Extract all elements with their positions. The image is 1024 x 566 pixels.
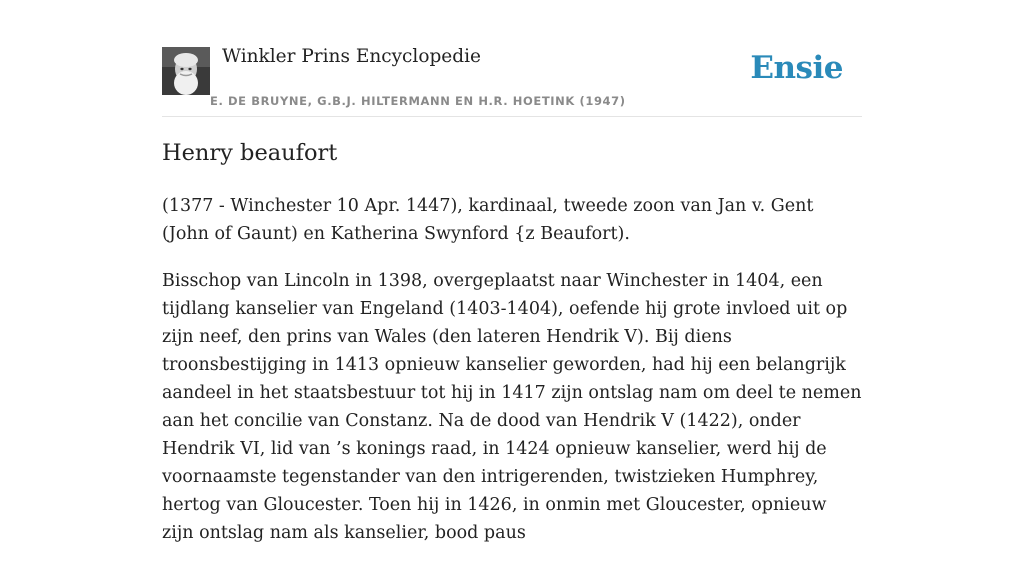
author-avatar[interactable]: [162, 47, 210, 95]
source-authors: E. DE BRUYNE, G.B.J. HILTERMANN EN H.R. HOETINK (1947): [210, 94, 626, 108]
article-title: Henry beaufort: [162, 140, 338, 166]
article-body: [162, 192, 862, 566]
ensie-logo[interactable]: Ensie: [750, 50, 843, 86]
article-header: [162, 40, 862, 117]
source-title[interactable]: Winkler Prins Encyclopedie: [222, 46, 481, 67]
article-paragraph-intro: (1377 - Winchester 10 Apr. 1447), kardinaal, tweede zoon van Jan v. Gent (John of Gaunt) en Katherina Swynford {z Beaufort).: [162, 196, 814, 244]
article-paragraph-main: Bisschop van Lincoln in 1398, overgeplaatst naar Winchester in 1404, een tijdlang kanselier van Engeland (1403-1404), oefende hij grote invloed uit op zijn neef, den prins van Wales (den lateren Hendrik V). Bij diens troonsbestijging in 1413 opnieuw kanselier geworden, had hij een belangrijk aandeel in het staatsbestuur tot hij in 1417 zijn ontslag nam om deel te nemen aan het concilie van Constanz. Na de dood van Hendrik V (1422), onder Hendrik VI, lid van ’s konings raad, in 1424 opnieuw kanselier, werd hij de voornaamste tegenstander van den intrigerenden, twistzieken Humphrey, hertog van Gloucester. Toen hij in 1426, in onmin met Gloucester, opnieuw zijn ontslag nam als kanselier, bood paus: [162, 271, 862, 543]
author-portrait-icon: [162, 47, 210, 95]
